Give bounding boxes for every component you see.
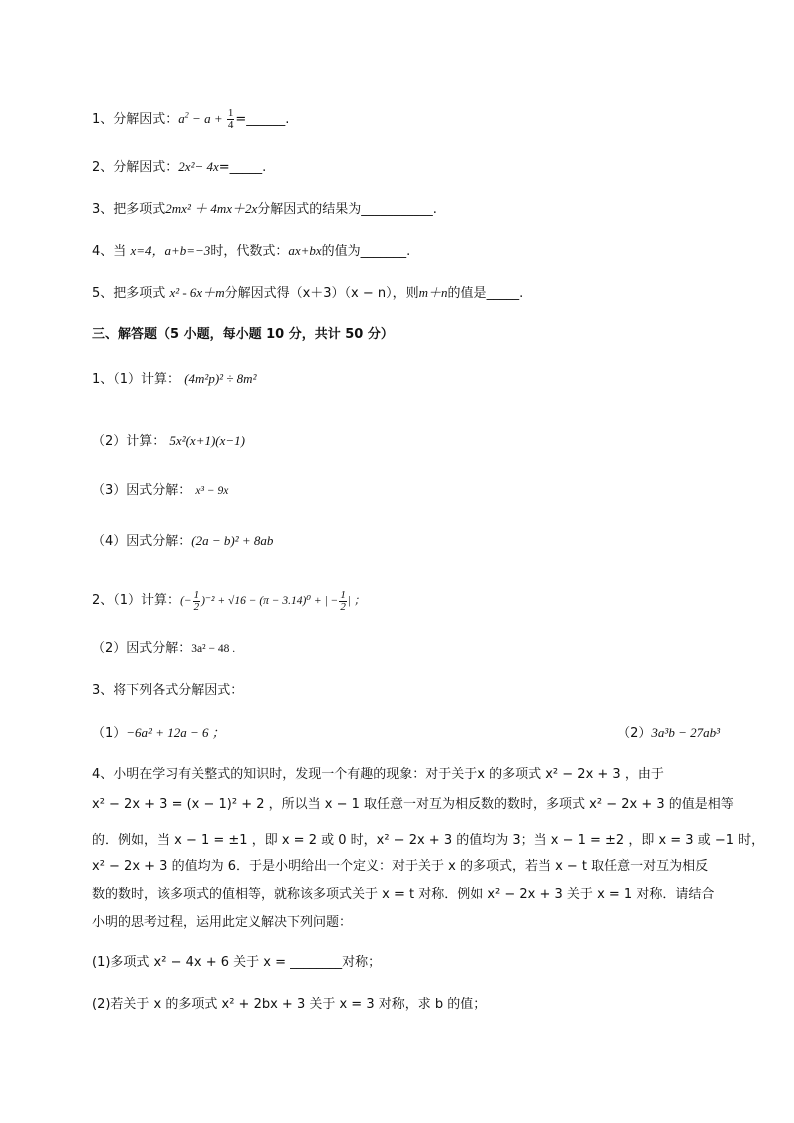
answer-question-1-part-4 (92, 532, 273, 551)
part-label: （1）计算： (113, 372, 181, 387)
part-label: （1）计算： (113, 593, 181, 609)
math-expression: ax+bx (288, 243, 322, 258)
fill-in-question-3 (92, 200, 437, 219)
question-text: 将下列各式分解因式： (113, 683, 244, 698)
part-label: （2） (617, 726, 652, 741)
answer-question-4-line-1: 4、小明在学习有关整式的知识时，发现一个有趣的现象：对于关于x 的多项式 x² − 2x + 3 ，由于 (92, 767, 664, 782)
question-number: 1、 (92, 112, 114, 127)
math-expression: x² ‑ 6x＋m (169, 285, 225, 300)
question-text: 的值是 (447, 286, 487, 301)
math-expression: $a^2 - a$ + (178, 110, 226, 126)
math-condition: x=4，a+b=−3 (130, 243, 211, 258)
fraction: $\frac{1}{4}$ (227, 107, 234, 131)
question-number: 3、 (92, 202, 114, 217)
fill-in-question-2 (92, 158, 266, 177)
question-text: 分解因式得（x＋3）（x − n），则 (224, 286, 419, 301)
question-number: 2、 (92, 160, 114, 175)
answer-question-3 (92, 682, 243, 700)
question-text: 把多项式 (113, 202, 166, 217)
answer-blank: =______. (235, 112, 290, 127)
math-expression: 3a³b − 27ab³ (651, 725, 720, 740)
answer-question-2-part-1 (92, 590, 365, 613)
answer-question-3-part-1 (92, 724, 225, 743)
question-text: 分解因式的结果为 (257, 202, 362, 217)
answer-blank: _______. (360, 244, 411, 259)
question-text: 的值为 (321, 244, 361, 259)
answer-question-4-line-6: 小明的思考过程，运用此定义解决下列问题： (92, 915, 353, 930)
part-label: （4）因式分解： (92, 534, 192, 549)
answer-blank: =_____. (218, 160, 267, 175)
math-expression: 5x²(x+1)(x−1) (169, 433, 245, 448)
answer-question-3-part-2 (617, 724, 720, 743)
math-expression: (4m²p)² ÷ 8m² (184, 371, 257, 386)
math-expression: (2a − b)² + 8ab (191, 533, 274, 548)
math-expression: 3a² − 48 . (191, 643, 236, 655)
part-label: （3）因式分解： (92, 483, 192, 498)
fill-in-question-1 (92, 108, 289, 131)
answer-question-1-part-2 (92, 432, 245, 451)
question-number: 3、 (92, 683, 114, 698)
part-label: （1） (92, 726, 127, 741)
question-number: 5、 (92, 286, 114, 301)
answer-question-4-sub-2: (2)若关于 x 的多项式 x² + 2bx + 3 关于 x = 3 对称，求 b 的值； (92, 997, 487, 1012)
answer-question-4-line-2: x² − 2x + 3 = (x − 1)² + 2 ，所以当 x − 1 取任意一对互为相反数的数时，多项式 x² − 2x + 3 的值是相等 (92, 797, 734, 812)
answer-question-4-line-3: 的．例如，当 x − 1 = ±1 ，即 x = 2 或 0 时，x² − 2x + 3 的值均为 3；当 x − 1 = ±2 ，即 x = 3 或 −1 时， (92, 833, 765, 848)
answer-question-4-sub-1: (1)多项式 x² − 4x + 6 关于 x = ________对称； (92, 955, 382, 970)
answer-question-1-part-1 (92, 370, 256, 389)
answer-blank: _____. (486, 286, 524, 301)
part-label: （2）因式分解： (92, 641, 192, 656)
question-text: 分解因式： (113, 112, 179, 127)
math-expression: 2mx² ＋ 4mx＋2x (165, 201, 258, 216)
fill-in-question-4 (92, 242, 410, 261)
question-number: 2、 (92, 593, 114, 609)
math-expression: (− $\frac{1}{2}$ )⁻² + √16 − (π − 3.14)⁰ + | − $\frac{1}{2}$ | ； (180, 589, 366, 613)
answer-question-1-part-3 (92, 482, 228, 500)
answer-question-4-line-4: x² − 2x + 3 的值均为 6．于是小明给出一个定义：对于关于 x 的多项式，若当 x − t 取任意一对互为相反 (92, 859, 709, 874)
question-text: 把多项式 (113, 286, 166, 301)
part-label: （2）计算： (92, 434, 166, 449)
math-expression: 2x²− 4x (178, 159, 219, 174)
question-number: 1、 (92, 372, 114, 387)
answer-question-2-part-2 (92, 640, 235, 658)
question-text: 时，代数式： (210, 244, 289, 259)
math-expression: m＋n (418, 285, 448, 300)
math-expression: −6a² + 12a − 6 ； (126, 725, 225, 740)
answer-blank: ___________. (361, 202, 437, 217)
fill-in-question-5 (92, 284, 523, 303)
answer-question-4-line-5: 数的数时，该多项式的值相等，就称该多项式关于 x = t 对称．例如 x² − 2x + 3 关于 x = 1 对称．请结合 (92, 887, 715, 902)
math-expression: x³ − 9x (195, 485, 229, 497)
question-text: 分解因式： (113, 160, 179, 175)
question-number: 4、 (92, 244, 114, 259)
section-heading: 三、解答题（5 小题，每小题 10 分，共计 50 分） (92, 327, 394, 342)
question-text: 当 (113, 244, 127, 259)
